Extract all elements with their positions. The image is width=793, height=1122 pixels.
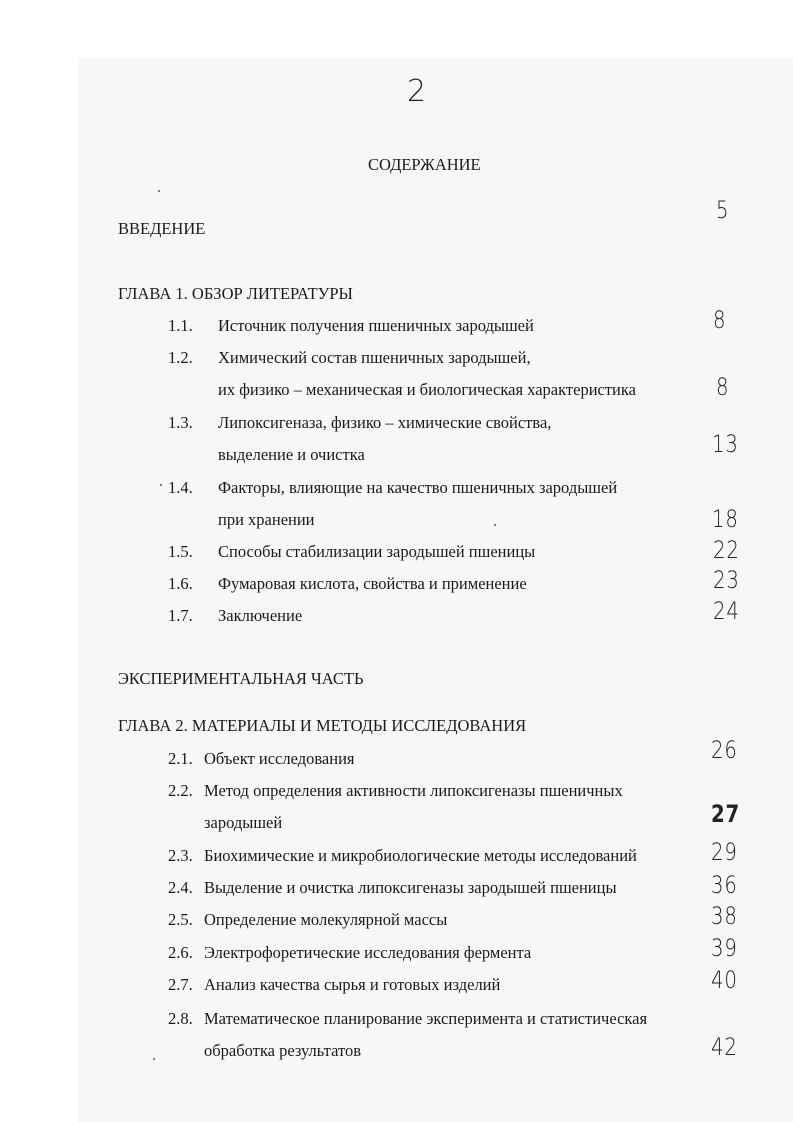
toc-item-number: 2.3.	[168, 846, 193, 865]
toc-item-page: 8	[713, 306, 727, 334]
speck	[160, 484, 162, 486]
toc-item-title: Факторы, влияющие на качество пшеничных зародышей	[218, 478, 618, 497]
speck	[153, 1058, 155, 1060]
toc-item-page: 18	[712, 505, 739, 533]
chapter1-heading: ГЛАВА 1. ОБЗОР ЛИТЕРАТУРЫ	[118, 284, 353, 303]
toc-item-title: Биохимические и микробиологические методы исследований	[204, 846, 637, 865]
toc-item-title: Липоксигеназа, физико – химические свойства,	[218, 413, 552, 432]
page-number: 2	[407, 74, 427, 109]
toc-item-title: Математическое планирование эксперимента и статистическая	[204, 1009, 648, 1028]
speck	[494, 524, 496, 526]
toc-item-number: 2.4.	[168, 878, 193, 897]
toc-item-page: 23	[713, 566, 740, 594]
contents-title: СОДЕРЖАНИЕ	[368, 155, 481, 174]
toc-item-page: 8	[716, 373, 730, 401]
toc-item-title: Определение молекулярной массы	[204, 910, 448, 929]
toc-item-number: 1.6.	[168, 574, 193, 593]
toc-item-number: 1.7.	[168, 606, 193, 625]
toc-item-title-cont: зародышей	[204, 813, 283, 832]
toc-item-number: 2.5.	[168, 910, 193, 929]
toc-item-title: Заключение	[218, 606, 303, 625]
toc-item-number: 1.2.	[168, 348, 193, 367]
toc-item-title: Выделение и очистка липоксигеназы зародышей пшеницы	[204, 878, 617, 897]
toc-item-title: Метод определения активности липоксигеназы пшеничных	[204, 781, 623, 800]
toc-item-number: 2.2.	[168, 781, 193, 800]
toc-item-page: 40	[711, 966, 738, 994]
toc-item-page: 39	[711, 934, 738, 962]
toc-item-number: 1.1.	[168, 316, 193, 335]
intro-page: 5	[716, 196, 730, 224]
toc-item-title: Фумаровая кислота, свойства и применение	[218, 574, 527, 593]
toc-item-title-cont: выделение и очистка	[218, 445, 365, 464]
toc-item-title: Способы стабилизации зародышей пшеницы	[218, 542, 536, 561]
toc-item-title-cont: их физико – механическая и биологическая характеристика	[218, 380, 636, 399]
toc-item-page: 42	[711, 1033, 738, 1061]
toc-item-page: 22	[713, 536, 740, 564]
toc-item-page: 26	[711, 736, 738, 764]
toc-item-number: 2.8.	[168, 1009, 193, 1028]
toc-item-title: Электрофоретические исследования фермента	[204, 943, 532, 962]
toc-item-page: 36	[711, 871, 738, 899]
toc-item-page: 24	[713, 597, 740, 625]
toc-item-number: 2.7.	[168, 975, 193, 994]
intro-heading: ВВЕДЕНИЕ	[118, 219, 206, 238]
experimental-heading: ЭКСПЕРИМЕНТАЛЬНАЯ ЧАСТЬ	[118, 669, 364, 688]
toc-item-number: 1.3.	[168, 413, 193, 432]
toc-item-title: Объект исследования	[204, 749, 355, 768]
toc-item-number: 1.5.	[168, 542, 193, 561]
chapter2-heading: ГЛАВА 2. МАТЕРИАЛЫ И МЕТОДЫ ИССЛЕДОВАНИЯ	[118, 716, 527, 735]
toc-item-number: 2.1.	[168, 749, 193, 768]
toc-item-title: Анализ качества сырья и готовых изделий	[204, 975, 501, 994]
toc-item-number: 1.4.	[168, 478, 193, 497]
toc-item-title: Источник получения пшеничных зародышей	[218, 316, 534, 335]
toc-item-page: 29	[711, 838, 738, 866]
toc-item-page: 38	[711, 902, 738, 930]
speck	[158, 190, 160, 192]
toc-item-title: Химический состав пшеничных зародышей,	[218, 348, 531, 367]
toc-item-title-cont: при хранении	[218, 510, 315, 529]
toc-item-page: 27	[711, 800, 741, 828]
toc-item-title-cont: обработка результатов	[204, 1041, 362, 1060]
toc-item-number: 2.6.	[168, 943, 193, 962]
toc-item-page: 13	[712, 430, 739, 458]
